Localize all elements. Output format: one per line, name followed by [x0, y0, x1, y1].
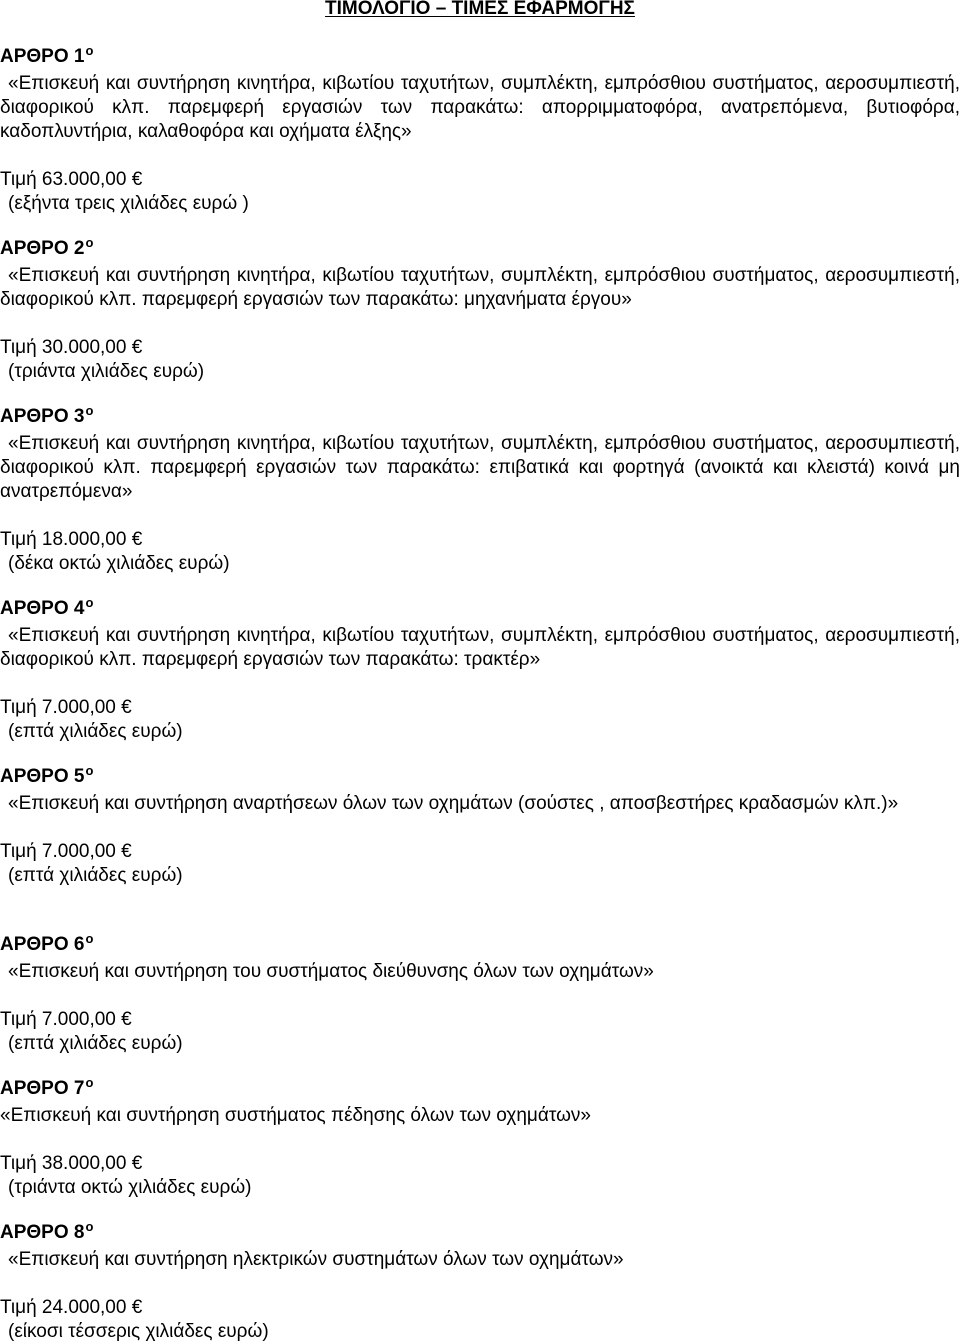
article-description: «Επισκευή και συντήρηση κινητήρα, κιβωτίου ταχυτήτων, συμπλέκτη, εμπρόσθιου συστήματος, αεροσυμπιεστή, διαφορικού κλπ. παρεμφερή εργασιών των παρακάτω: επιβατικά και φορτηγά (ανοικτά και κλειστά) κοινά μη ανατρεπόμενα» — [0, 433, 960, 502]
article-description: «Επισκευή και συντήρηση ηλεκτρικών συστημάτων όλων των οχημάτων» — [8, 1249, 624, 1270]
article-price: Τιμή 63.000,00 € — [0, 169, 143, 190]
article-price-words: (είκοσι τέσσερις χιλιάδες ευρώ) — [8, 1321, 269, 1342]
ordinal-mark: ο — [85, 235, 94, 250]
article-heading-text: ΑΡΘΡΟ 2 — [0, 238, 85, 259]
article-price-words: (δέκα οκτώ χιλιάδες ευρώ) — [8, 553, 230, 574]
article-price: Τιμή 24.000,00 € — [0, 1297, 143, 1318]
ordinal-mark: ο — [85, 403, 94, 418]
article-4 — [0, 596, 960, 744]
article-heading-text: ΑΡΘΡΟ 3 — [0, 406, 85, 427]
article-heading — [0, 596, 960, 622]
ordinal-mark: ο — [85, 931, 94, 946]
ordinal-mark: ο — [85, 763, 94, 778]
ordinal-mark: ο — [85, 43, 94, 58]
article-price: Τιμή 38.000,00 € — [0, 1153, 143, 1174]
article-price-words: (επτά χιλιάδες ευρώ) — [8, 865, 183, 886]
article-8 — [0, 1220, 960, 1344]
article-description: «Επισκευή και συντήρηση κινητήρα, κιβωτίου ταχυτήτων, συμπλέκτη, εμπρόσθιου συστήματος, αεροσυμπιεστή, διαφορικού κλπ. παρεμφερή εργασιών των παρακάτω: μηχανήματα έργου» — [0, 265, 960, 310]
article-description: «Επισκευή και συντήρηση συστήματος πέδησης όλων των οχημάτων» — [0, 1105, 591, 1126]
ordinal-mark: ο — [85, 1075, 94, 1090]
article-heading — [0, 404, 960, 430]
article-price-words: (επτά χιλιάδες ευρώ) — [8, 1033, 183, 1054]
article-price-words: (τριάντα χιλιάδες ευρώ) — [8, 361, 205, 382]
article-price-words: (τριάντα οκτώ χιλιάδες ευρώ) — [8, 1177, 252, 1198]
article-price: Τιμή 7.000,00 € — [0, 1009, 132, 1030]
article-heading — [0, 1076, 960, 1102]
article-6 — [0, 932, 960, 1056]
article-heading — [0, 44, 960, 70]
article-price-words: (επτά χιλιάδες ευρώ) — [8, 721, 183, 742]
document-title: ΤΙΜΟΛΟΓΙΟ – ΤΙΜΕΣ ΕΦΑΡΜΟΓΗΣ — [325, 0, 635, 19]
article-price: Τιμή 7.000,00 € — [0, 697, 132, 718]
article-description: «Επισκευή και συντήρηση κινητήρα, κιβωτίου ταχυτήτων, συμπλέκτη, εμπρόσθιου συστήματος, αεροσυμπιεστή, διαφορικού κλπ. παρεμφερή εργασιών των παρακάτω: τρακτέρ» — [0, 625, 960, 670]
article-price-words: (εξήντα τρεις χιλιάδες ευρώ ) — [8, 193, 249, 214]
article-price: Τιμή 7.000,00 € — [0, 841, 132, 862]
article-heading — [0, 1220, 960, 1246]
article-heading-text: ΑΡΘΡΟ 6 — [0, 934, 85, 955]
article-description: «Επισκευή και συντήρηση του συστήματος διεύθυνσης όλων των οχημάτων» — [8, 961, 654, 982]
article-description: «Επισκευή και συντήρηση κινητήρα, κιβωτίου ταχυτήτων, συμπλέκτη, εμπρόσθιου συστήματος, αεροσυμπιεστή, διαφορικού κλπ. παρεμφερή εργασιών των παρακάτω: απορριμματοφόρα, ανατρεπόμενα, βυτιοφόρα, καδοπλυντήρια, καλαθοφόρα και οχήματα έλξης» — [0, 73, 960, 142]
article-price: Τιμή 30.000,00 € — [0, 337, 143, 358]
article-heading-text: ΑΡΘΡΟ 7 — [0, 1078, 85, 1099]
article-heading — [0, 236, 960, 262]
article-description: «Επισκευή και συντήρηση αναρτήσεων όλων των οχημάτων (σούστες , αποσβεστήρες κραδασμών κλπ.)» — [8, 793, 899, 814]
article-heading-text: ΑΡΘΡΟ 5 — [0, 766, 85, 787]
ordinal-mark: ο — [85, 1219, 94, 1234]
article-7 — [0, 1076, 960, 1200]
ordinal-mark: ο — [85, 595, 94, 610]
article-heading-text: ΑΡΘΡΟ 4 — [0, 598, 85, 619]
article-heading-text: ΑΡΘΡΟ 8 — [0, 1222, 85, 1243]
article-heading-text: ΑΡΘΡΟ 1 — [0, 46, 85, 67]
article-heading — [0, 764, 960, 790]
article-1 — [0, 44, 960, 216]
article-heading — [0, 932, 960, 958]
article-price: Τιμή 18.000,00 € — [0, 529, 143, 550]
article-3 — [0, 404, 960, 576]
article-2 — [0, 236, 960, 384]
article-5 — [0, 764, 960, 888]
